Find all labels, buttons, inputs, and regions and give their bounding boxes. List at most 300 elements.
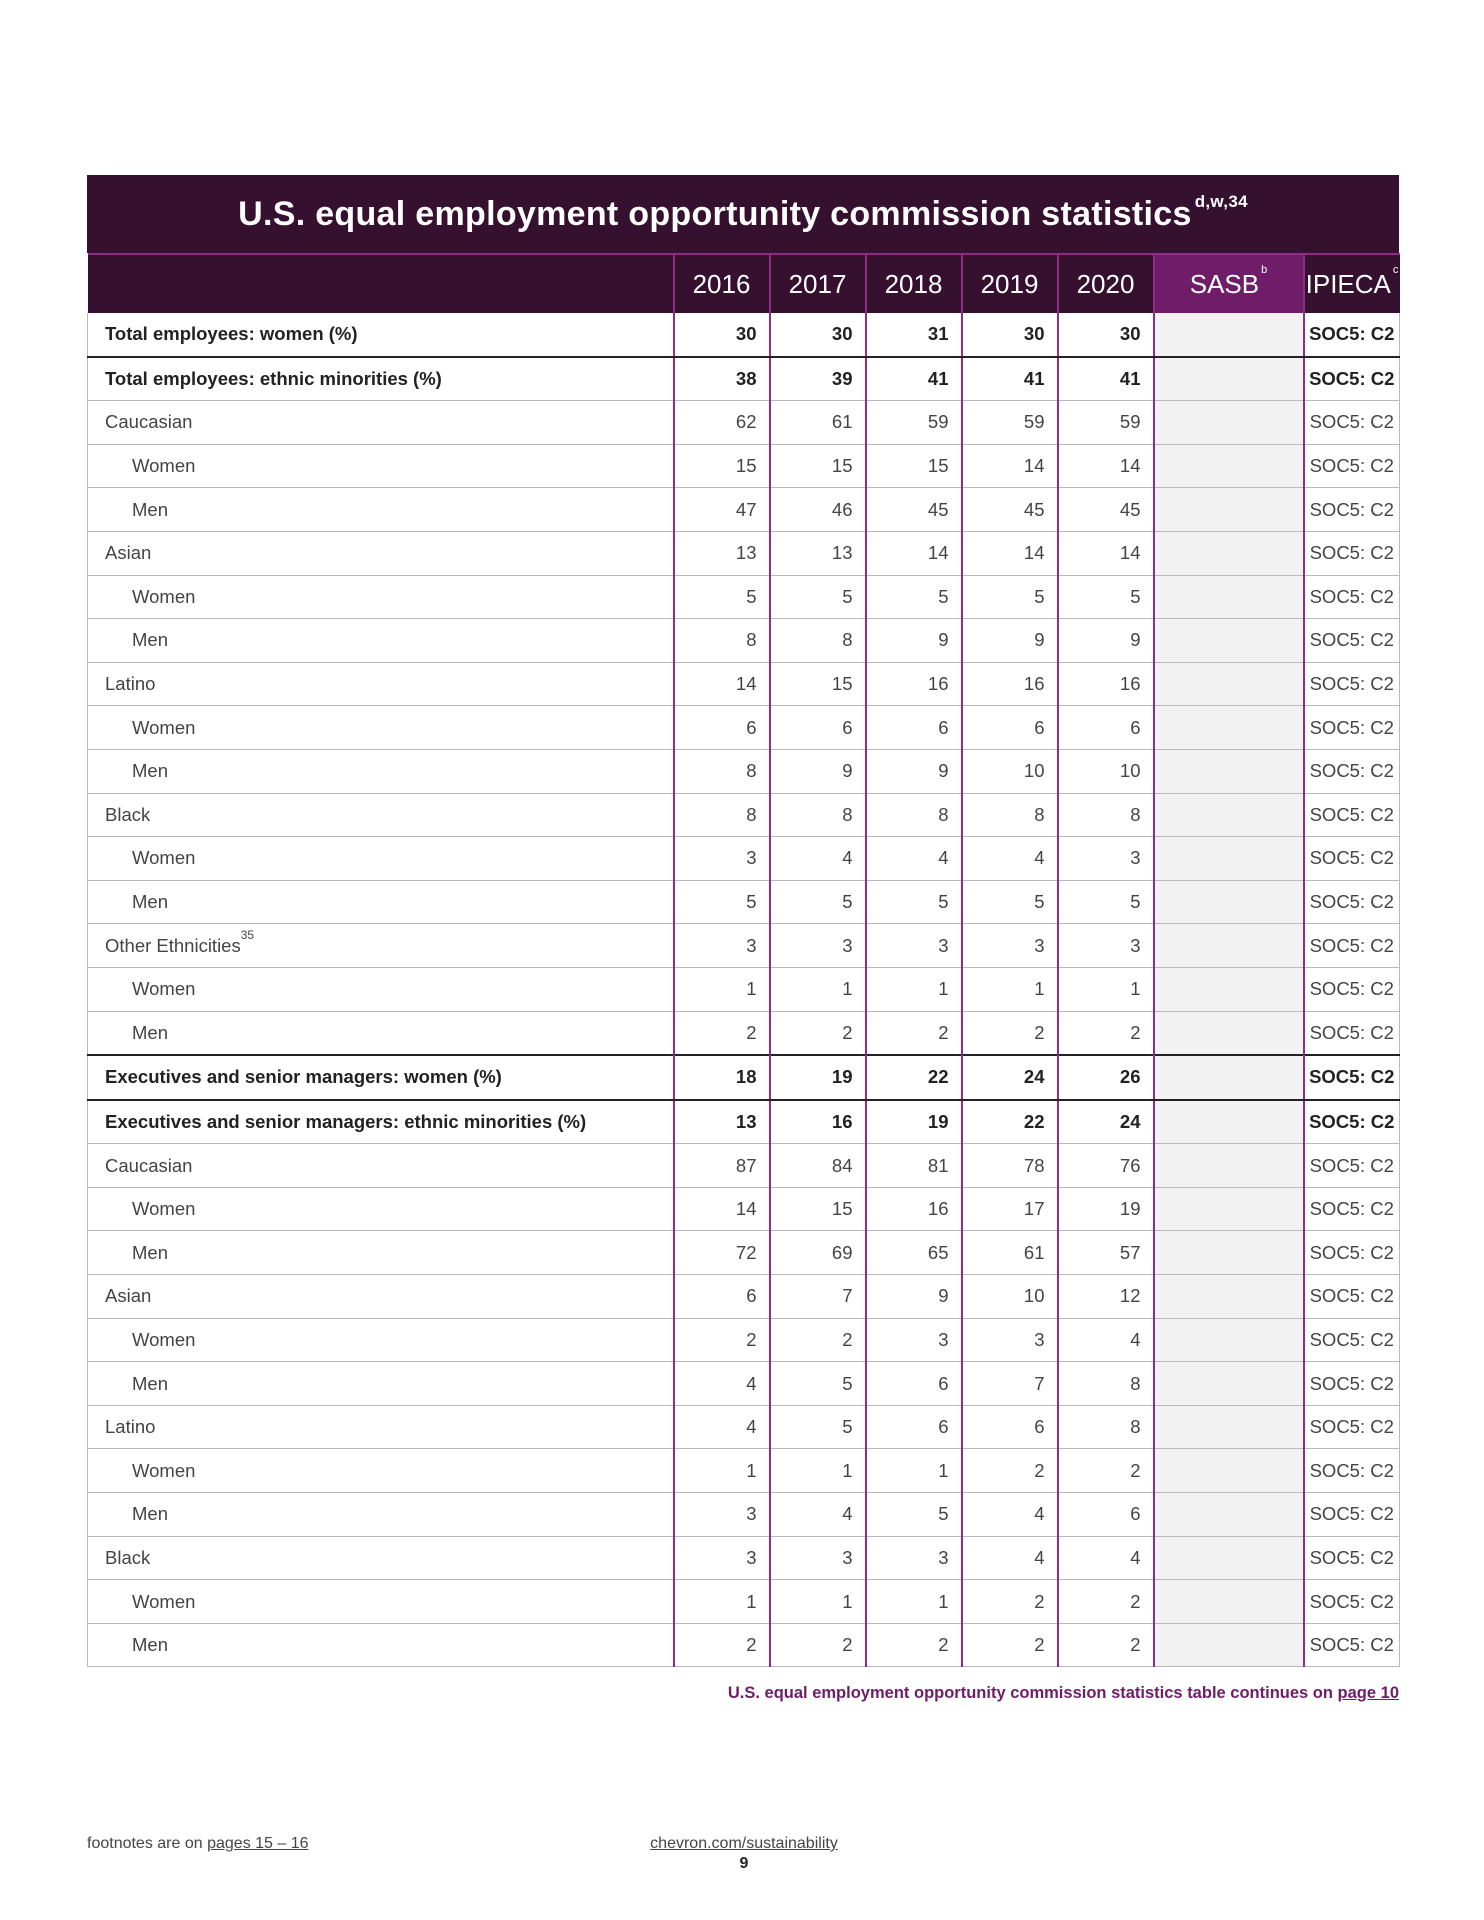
- header-label-cell: [88, 254, 674, 313]
- value-cell-2018: 1: [866, 967, 962, 1011]
- value-cell-2019: 8: [962, 793, 1058, 837]
- sasb-cell: [1154, 1275, 1304, 1319]
- sasb-cell: [1154, 401, 1304, 445]
- sasb-cell: [1154, 1231, 1304, 1275]
- value-cell-2019: 4: [962, 837, 1058, 881]
- value-cell-2016: 2: [674, 1011, 770, 1055]
- row-label-footnote: 35: [240, 928, 255, 943]
- value-cell-2019: 30: [962, 313, 1058, 357]
- sasb-cell: [1154, 1580, 1304, 1624]
- value-cell-2016: 6: [674, 706, 770, 750]
- value-cell-2017: 61: [770, 401, 866, 445]
- value-cell-2018: 65: [866, 1231, 962, 1275]
- sasb-cell: [1154, 357, 1304, 401]
- value-cell-2016: 1: [674, 1449, 770, 1493]
- value-cell-2020: 5: [1058, 575, 1154, 619]
- value-cell-2020: 8: [1058, 793, 1154, 837]
- sasb-cell: [1154, 749, 1304, 793]
- table-row: [88, 1100, 1400, 1144]
- value-cell-2018: 16: [866, 1187, 962, 1231]
- value-cell-2019: 6: [962, 706, 1058, 750]
- row-label: Men: [88, 1011, 674, 1055]
- ipieca-cell: SOC5: C2: [1304, 924, 1400, 968]
- row-label: Women: [88, 967, 674, 1011]
- table-row: [88, 793, 1400, 837]
- row-label: Women: [88, 1449, 674, 1493]
- table-title-footnote: d,w,34: [1194, 192, 1248, 211]
- value-cell-2020: 45: [1058, 488, 1154, 532]
- table-row: [88, 1231, 1400, 1275]
- table-row: [88, 1536, 1400, 1580]
- value-cell-2016: 62: [674, 401, 770, 445]
- value-cell-2018: 3: [866, 1318, 962, 1362]
- value-cell-2018: 6: [866, 1405, 962, 1449]
- sasb-cell: [1154, 880, 1304, 924]
- value-cell-2018: 6: [866, 706, 962, 750]
- value-cell-2018: 9: [866, 749, 962, 793]
- sasb-cell: [1154, 1536, 1304, 1580]
- sasb-cell: [1154, 1405, 1304, 1449]
- value-cell-2017: 1: [770, 967, 866, 1011]
- value-cell-2020: 8: [1058, 1362, 1154, 1406]
- table-title: U.S. equal employment opportunity commission statistics: [238, 194, 1192, 233]
- header-year-2017: 2017: [770, 254, 866, 313]
- value-cell-2018: 41: [866, 357, 962, 401]
- row-label: Other Ethnicities$^{35}$: [88, 924, 674, 968]
- row-label: Executives and senior managers: women (%): [88, 1055, 674, 1100]
- ipieca-cell: SOC5: C2: [1304, 880, 1400, 924]
- value-cell-2020: 2: [1058, 1580, 1154, 1624]
- value-cell-2016: 13: [674, 1100, 770, 1144]
- value-cell-2016: 72: [674, 1231, 770, 1275]
- sasb-cell: [1154, 1055, 1304, 1100]
- table-row: [88, 1580, 1400, 1624]
- value-cell-2017: 19: [770, 1055, 866, 1100]
- value-cell-2017: 2: [770, 1318, 866, 1362]
- table-row: [88, 1011, 1400, 1055]
- value-cell-2018: 5: [866, 880, 962, 924]
- table-row: [88, 575, 1400, 619]
- value-cell-2020: 24: [1058, 1100, 1154, 1144]
- header-sasb: SASB $^b$: [1154, 254, 1304, 313]
- value-cell-2017: 8: [770, 793, 866, 837]
- value-cell-2020: 30: [1058, 313, 1154, 357]
- value-cell-2018: 15: [866, 444, 962, 488]
- row-label: Black: [88, 793, 674, 837]
- value-cell-2019: 2: [962, 1623, 1058, 1667]
- sasb-cell: [1154, 662, 1304, 706]
- ipieca-cell: SOC5: C2: [1304, 1449, 1400, 1493]
- sasb-cell: [1154, 1623, 1304, 1667]
- sasb-cell: [1154, 1187, 1304, 1231]
- value-cell-2019: 22: [962, 1100, 1058, 1144]
- value-cell-2017: 1: [770, 1580, 866, 1624]
- row-label: Women: [88, 1580, 674, 1624]
- value-cell-2019: 9: [962, 619, 1058, 663]
- value-cell-2018: 2: [866, 1011, 962, 1055]
- value-cell-2018: 1: [866, 1580, 962, 1624]
- value-cell-2018: 45: [866, 488, 962, 532]
- value-cell-2017: 5: [770, 880, 866, 924]
- sustainability-url-link[interactable]: chevron.com/sustainability: [650, 1835, 838, 1852]
- value-cell-2019: 45: [962, 488, 1058, 532]
- value-cell-2019: 14: [962, 531, 1058, 575]
- table-row: [88, 1362, 1400, 1406]
- value-cell-2017: 5: [770, 1362, 866, 1406]
- value-cell-2016: 30: [674, 313, 770, 357]
- header-year-2018: 2018: [866, 254, 962, 313]
- value-cell-2020: 2: [1058, 1011, 1154, 1055]
- ipieca-cell: SOC5: C2: [1304, 1011, 1400, 1055]
- sasb-cell: [1154, 531, 1304, 575]
- value-cell-2016: 3: [674, 924, 770, 968]
- row-label: Women: [88, 837, 674, 881]
- sasb-cell: [1154, 488, 1304, 532]
- sasb-cell: [1154, 924, 1304, 968]
- value-cell-2016: 3: [674, 1493, 770, 1537]
- value-cell-2019: 14: [962, 444, 1058, 488]
- value-cell-2017: 2: [770, 1011, 866, 1055]
- value-cell-2017: 16: [770, 1100, 866, 1144]
- ipieca-cell: SOC5: C2: [1304, 1536, 1400, 1580]
- value-cell-2019: 6: [962, 1405, 1058, 1449]
- value-cell-2016: 3: [674, 837, 770, 881]
- table-row: [88, 488, 1400, 532]
- row-label: Men: [88, 1493, 674, 1537]
- value-cell-2017: 1: [770, 1449, 866, 1493]
- ipieca-cell: SOC5: C2: [1304, 444, 1400, 488]
- table-row: [88, 313, 1400, 357]
- value-cell-2016: 8: [674, 793, 770, 837]
- value-cell-2018: 3: [866, 924, 962, 968]
- ipieca-cell: SOC5: C2: [1304, 1623, 1400, 1667]
- row-label: Executives and senior managers: ethnic minorities (%): [88, 1100, 674, 1144]
- table-row: [88, 1623, 1400, 1667]
- value-cell-2019: 2: [962, 1011, 1058, 1055]
- value-cell-2019: 1: [962, 967, 1058, 1011]
- value-cell-2017: 5: [770, 575, 866, 619]
- table-row: [88, 1187, 1400, 1231]
- value-cell-2020: 2: [1058, 1449, 1154, 1493]
- value-cell-2020: 9: [1058, 619, 1154, 663]
- table-row: [88, 967, 1400, 1011]
- value-cell-2016: 2: [674, 1318, 770, 1362]
- sasb-cell: [1154, 793, 1304, 837]
- row-label: Asian: [88, 1275, 674, 1319]
- ipieca-cell: SOC5: C2: [1304, 1405, 1400, 1449]
- ipieca-cell: SOC5: C2: [1304, 488, 1400, 532]
- table-row: [88, 1144, 1400, 1188]
- row-label: Women: [88, 1187, 674, 1231]
- value-cell-2016: 1: [674, 967, 770, 1011]
- page-number: 9: [739, 1855, 749, 1872]
- row-label: Women: [88, 575, 674, 619]
- table-row: [88, 880, 1400, 924]
- value-cell-2019: 5: [962, 575, 1058, 619]
- continuation-page-link[interactable]: page 10: [1337, 1684, 1399, 1702]
- row-label: Caucasian: [88, 1144, 674, 1188]
- row-label: Latino: [88, 662, 674, 706]
- ipieca-cell: SOC5: C2: [1304, 662, 1400, 706]
- value-cell-2017: 84: [770, 1144, 866, 1188]
- ipieca-cell: SOC5: C2: [1304, 575, 1400, 619]
- value-cell-2018: 1: [866, 1449, 962, 1493]
- value-cell-2019: 4: [962, 1536, 1058, 1580]
- value-cell-2020: 6: [1058, 706, 1154, 750]
- ipieca-cell: SOC5: C2: [1304, 706, 1400, 750]
- value-cell-2017: 13: [770, 531, 866, 575]
- value-cell-2019: 3: [962, 1318, 1058, 1362]
- value-cell-2019: 5: [962, 880, 1058, 924]
- ipieca-cell: SOC5: C2: [1304, 1187, 1400, 1231]
- header-year-2016: 2016: [674, 254, 770, 313]
- sasb-cell: [1154, 1100, 1304, 1144]
- value-cell-2020: 1: [1058, 967, 1154, 1011]
- sasb-cell: [1154, 575, 1304, 619]
- value-cell-2016: 5: [674, 880, 770, 924]
- value-cell-2016: 14: [674, 1187, 770, 1231]
- value-cell-2020: 14: [1058, 444, 1154, 488]
- value-cell-2017: 6: [770, 706, 866, 750]
- value-cell-2016: 38: [674, 357, 770, 401]
- table-row: [88, 1055, 1400, 1100]
- ipieca-cell: SOC5: C2: [1304, 401, 1400, 445]
- value-cell-2018: 81: [866, 1144, 962, 1188]
- value-cell-2016: 2: [674, 1623, 770, 1667]
- sasb-cell: [1154, 619, 1304, 663]
- footnotes-reference: [87, 1835, 309, 1853]
- value-cell-2019: 17: [962, 1187, 1058, 1231]
- ipieca-cell: SOC5: C2: [1304, 1318, 1400, 1362]
- value-cell-2016: 87: [674, 1144, 770, 1188]
- value-cell-2017: 3: [770, 924, 866, 968]
- ipieca-cell: SOC5: C2: [1304, 837, 1400, 881]
- row-label: Women: [88, 444, 674, 488]
- value-cell-2016: 14: [674, 662, 770, 706]
- table-row: [88, 1405, 1400, 1449]
- value-cell-2019: 2: [962, 1580, 1058, 1624]
- row-label: Men: [88, 749, 674, 793]
- value-cell-2019: 16: [962, 662, 1058, 706]
- value-cell-2020: 57: [1058, 1231, 1154, 1275]
- row-label: Men: [88, 488, 674, 532]
- row-label: Men: [88, 619, 674, 663]
- row-label: Black: [88, 1536, 674, 1580]
- table-row: [88, 1493, 1400, 1537]
- ipieca-cell: SOC5: C2: [1304, 967, 1400, 1011]
- ipieca-cell: SOC5: C2: [1304, 749, 1400, 793]
- value-cell-2020: 16: [1058, 662, 1154, 706]
- value-cell-2017: 9: [770, 749, 866, 793]
- value-cell-2017: 4: [770, 1493, 866, 1537]
- sasb-cell: [1154, 706, 1304, 750]
- value-cell-2018: 31: [866, 313, 962, 357]
- value-cell-2018: 14: [866, 531, 962, 575]
- sasb-cell: [1154, 1011, 1304, 1055]
- ipieca-cell: SOC5: C2: [1304, 1144, 1400, 1188]
- ipieca-cell: SOC5: C2: [1304, 531, 1400, 575]
- value-cell-2016: 8: [674, 749, 770, 793]
- value-cell-2018: 3: [866, 1536, 962, 1580]
- ipieca-cell: SOC5: C2: [1304, 793, 1400, 837]
- value-cell-2017: 8: [770, 619, 866, 663]
- value-cell-2020: 10: [1058, 749, 1154, 793]
- value-cell-2020: 8: [1058, 1405, 1154, 1449]
- value-cell-2017: 5: [770, 1405, 866, 1449]
- sasb-cell: [1154, 1493, 1304, 1537]
- value-cell-2019: 61: [962, 1231, 1058, 1275]
- footnotes-pages-link[interactable]: pages 15 – 16: [207, 1835, 309, 1852]
- table-row: [88, 401, 1400, 445]
- value-cell-2020: 12: [1058, 1275, 1154, 1319]
- table-row: [88, 619, 1400, 663]
- value-cell-2020: 4: [1058, 1536, 1154, 1580]
- sasb-cell: [1154, 1362, 1304, 1406]
- value-cell-2020: 3: [1058, 924, 1154, 968]
- sasb-cell: [1154, 1449, 1304, 1493]
- value-cell-2020: 41: [1058, 357, 1154, 401]
- value-cell-2018: 22: [866, 1055, 962, 1100]
- value-cell-2020: 3: [1058, 837, 1154, 881]
- header-row: [88, 254, 1400, 313]
- value-cell-2016: 47: [674, 488, 770, 532]
- value-cell-2018: 4: [866, 837, 962, 881]
- value-cell-2016: 8: [674, 619, 770, 663]
- ipieca-cell: SOC5: C2: [1304, 1580, 1400, 1624]
- value-cell-2020: 6: [1058, 1493, 1154, 1537]
- table-row: [88, 1275, 1400, 1319]
- value-cell-2016: 1: [674, 1580, 770, 1624]
- value-cell-2017: 69: [770, 1231, 866, 1275]
- value-cell-2018: 9: [866, 619, 962, 663]
- value-cell-2019: 78: [962, 1144, 1058, 1188]
- value-cell-2018: 9: [866, 1275, 962, 1319]
- value-cell-2020: 14: [1058, 531, 1154, 575]
- value-cell-2020: 2: [1058, 1623, 1154, 1667]
- value-cell-2019: 2: [962, 1449, 1058, 1493]
- value-cell-2018: 5: [866, 1493, 962, 1537]
- value-cell-2017: 46: [770, 488, 866, 532]
- table-body: [88, 313, 1400, 1667]
- sasb-cell: [1154, 1318, 1304, 1362]
- value-cell-2016: 3: [674, 1536, 770, 1580]
- table-row: [88, 444, 1400, 488]
- ipieca-cell: SOC5: C2: [1304, 1231, 1400, 1275]
- table-row: [88, 837, 1400, 881]
- continuation-text: U.S. equal employment opportunity commission statistics table continues on: [727, 1684, 1338, 1702]
- value-cell-2020: 59: [1058, 401, 1154, 445]
- value-cell-2018: 8: [866, 793, 962, 837]
- value-cell-2016: 15: [674, 444, 770, 488]
- ipieca-cell: SOC5: C2: [1304, 357, 1400, 401]
- value-cell-2019: 10: [962, 749, 1058, 793]
- value-cell-2019: 59: [962, 401, 1058, 445]
- value-cell-2019: 24: [962, 1055, 1058, 1100]
- ipieca-cell: SOC5: C2: [1304, 1100, 1400, 1144]
- table-row: [88, 749, 1400, 793]
- value-cell-2020: 5: [1058, 880, 1154, 924]
- footnotes-text: footnotes are on: [87, 1835, 208, 1852]
- value-cell-2016: 6: [674, 1275, 770, 1319]
- table-title-bar: [87, 175, 1399, 253]
- row-label: Men: [88, 1623, 674, 1667]
- row-label: Men: [88, 1231, 674, 1275]
- value-cell-2017: 30: [770, 313, 866, 357]
- value-cell-2017: 3: [770, 1536, 866, 1580]
- value-cell-2017: 15: [770, 1187, 866, 1231]
- value-cell-2017: 7: [770, 1275, 866, 1319]
- value-cell-2020: 19: [1058, 1187, 1154, 1231]
- sasb-cell: [1154, 1144, 1304, 1188]
- header-ipieca: IPIECA $^c$: [1304, 254, 1400, 313]
- table-row: [88, 706, 1400, 750]
- ipieca-cell: SOC5: C2: [1304, 1362, 1400, 1406]
- header-year-2020: 2020: [1058, 254, 1154, 313]
- row-label: Women: [88, 1318, 674, 1362]
- value-cell-2017: 2: [770, 1623, 866, 1667]
- row-label: Women: [88, 706, 674, 750]
- continuation-note: [728, 1684, 1399, 1703]
- value-cell-2016: 4: [674, 1362, 770, 1406]
- row-label: Total employees: women (%): [88, 313, 674, 357]
- sasb-cell: [1154, 444, 1304, 488]
- eeo-statistics-table: [87, 175, 1399, 1667]
- sasb-cell: [1154, 313, 1304, 357]
- table-row: [88, 1318, 1400, 1362]
- data-table: [87, 253, 1400, 1667]
- value-cell-2019: 3: [962, 924, 1058, 968]
- value-cell-2018: 6: [866, 1362, 962, 1406]
- page-footer: [642, 1835, 846, 1873]
- ipieca-cell: SOC5: C2: [1304, 1493, 1400, 1537]
- sasb-cell: [1154, 837, 1304, 881]
- ipieca-cell: SOC5: C2: [1304, 619, 1400, 663]
- table-row: [88, 924, 1400, 968]
- value-cell-2020: 26: [1058, 1055, 1154, 1100]
- value-cell-2017: 4: [770, 837, 866, 881]
- value-cell-2016: 5: [674, 575, 770, 619]
- value-cell-2019: 4: [962, 1493, 1058, 1537]
- value-cell-2018: 16: [866, 662, 962, 706]
- ipieca-cell: SOC5: C2: [1304, 1275, 1400, 1319]
- table-row: [88, 531, 1400, 575]
- row-label: Men: [88, 880, 674, 924]
- value-cell-2019: 10: [962, 1275, 1058, 1319]
- row-label: Men: [88, 1362, 674, 1406]
- value-cell-2018: 59: [866, 401, 962, 445]
- table-row: [88, 357, 1400, 401]
- value-cell-2020: 4: [1058, 1318, 1154, 1362]
- row-label: Asian: [88, 531, 674, 575]
- value-cell-2017: 15: [770, 662, 866, 706]
- row-label: Total employees: ethnic minorities (%): [88, 357, 674, 401]
- ipieca-cell: SOC5: C2: [1304, 313, 1400, 357]
- value-cell-2016: 4: [674, 1405, 770, 1449]
- value-cell-2019: 41: [962, 357, 1058, 401]
- value-cell-2018: 5: [866, 575, 962, 619]
- value-cell-2016: 13: [674, 531, 770, 575]
- value-cell-2019: 7: [962, 1362, 1058, 1406]
- ipieca-cell: SOC5: C2: [1304, 1055, 1400, 1100]
- sasb-cell: [1154, 967, 1304, 1011]
- value-cell-2018: 19: [866, 1100, 962, 1144]
- row-label: Caucasian: [88, 401, 674, 445]
- table-row: [88, 1449, 1400, 1493]
- value-cell-2016: 18: [674, 1055, 770, 1100]
- value-cell-2020: 76: [1058, 1144, 1154, 1188]
- table-row: [88, 662, 1400, 706]
- value-cell-2017: 39: [770, 357, 866, 401]
